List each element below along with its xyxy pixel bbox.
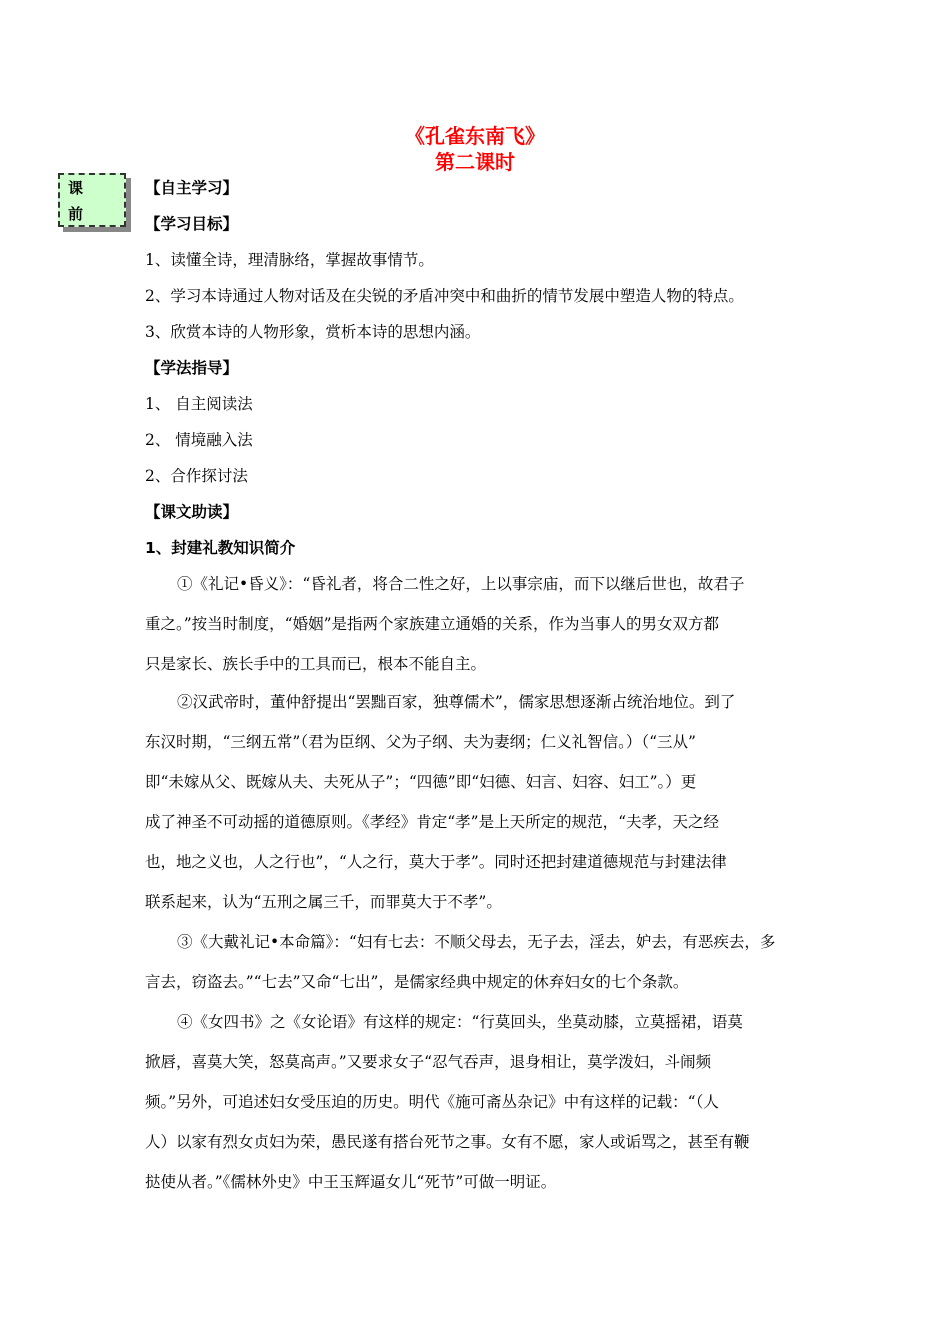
document-title: 《孔雀东南飞》 [405,124,545,148]
document-subtitle: 第二课时 [435,150,515,174]
paragraph-2-line: 联系起来，认为“五刑之属三千，而罪莫大于不孝”。 [145,893,502,911]
method-1: 1、 自主阅读法 [145,395,253,413]
paragraph-4-line: ④《女四书》之《女论语》有这样的规定：“行莫回头，坐莫动膝，立莫摇裙，语莫 [177,1013,743,1031]
paragraph-4-line: 人）以家有烈女贞妇为荣，愚民遂有搭台死节之事。女有不愿，家人或诟骂之，甚至有鞭 [145,1133,750,1151]
paragraph-2-line: 也，地之义也，人之行也”，“人之行，莫大于孝”。同时还把封建道德规范与封建法律 [145,853,727,871]
method-3: 2、合作探讨法 [145,467,248,485]
heading-objectives: 【学习目标】 [145,215,239,233]
paragraph-1-line: 重之。”按当时制度，“婚姻”是指两个家族建立通婚的关系，作为当事人的男女双方都 [145,615,720,633]
paragraph-1-line: 只是家长、族长手中的工具而已，根本不能自主。 [145,655,487,673]
paragraph-2-line: 即“未嫁从父、既嫁从夫、夫死从子”；“四德”即“妇德、妇言、妇容、妇工”。）更 [145,773,697,791]
paragraph-1-line: ①《礼记•昏义》：“昏礼者，将合二性之好，上以事宗庙，而下以继后世也，故君子 [177,575,745,593]
heading-self-study: 【自主学习】 [145,179,239,197]
badge-char-2: 前 [68,205,84,223]
objective-2: 2、学习本诗通过人物对话及在尖锐的矛盾冲突中和曲折的情节发展中塑造人物的特点。 [145,287,744,305]
objective-3: 3、欣赏本诗的人物形象，赏析本诗的思想内涵。 [145,323,481,341]
badge-char-1: 课 [68,179,84,197]
paragraph-4-line: 频。”另外，可追述妇女受压迫的历史。明代《施可斋丛杂记》中有这样的记载：“（人 [145,1093,719,1111]
heading-reading-aid: 【课文助读】 [145,503,239,521]
paragraph-2-line: 成了神圣不可动摇的道德原则。《孝经》肯定“孝”是上天所定的规范，“夫孝，天之经 [145,813,720,831]
paragraph-4-line: 挞使从者。”《儒林外史》中王玉辉逼女儿“死节”可做一明证。 [145,1173,557,1191]
paragraph-2-line: ②汉武帝时，董仲舒提出“罢黜百家，独尊儒术”，儒家思想逐渐占统治地位。到了 [177,693,736,711]
paragraph-3-line: ③《大戴礼记•本命篇》：“妇有七去：不顺父母去，无子去，淫去，妒去，有恶疾去，多 [177,933,776,951]
heading-method: 【学法指导】 [145,359,239,377]
section-badge [58,173,126,227]
subheading-feudal-ethics: 1、封建礼教知识简介 [145,539,296,557]
paragraph-2-line: 东汉时期，“三纲五常”（君为臣纲、父为子纲、夫为妻纲；仁义礼智信。）（“三从” [145,733,696,751]
paragraph-4-line: 掀唇，喜莫大笑，怒莫高声。”又要求女子“忍气吞声，退身相让，莫学泼妇，斗闹频 [145,1053,712,1071]
objective-1: 1、读懂全诗，理清脉络，掌握故事情节。 [145,251,434,269]
paragraph-3-line: 言去，窃盗去。”“七去”又命“七出”，是儒家经典中规定的休弃妇女的七个条款。 [145,973,689,991]
method-2: 2、 情境融入法 [145,431,253,449]
